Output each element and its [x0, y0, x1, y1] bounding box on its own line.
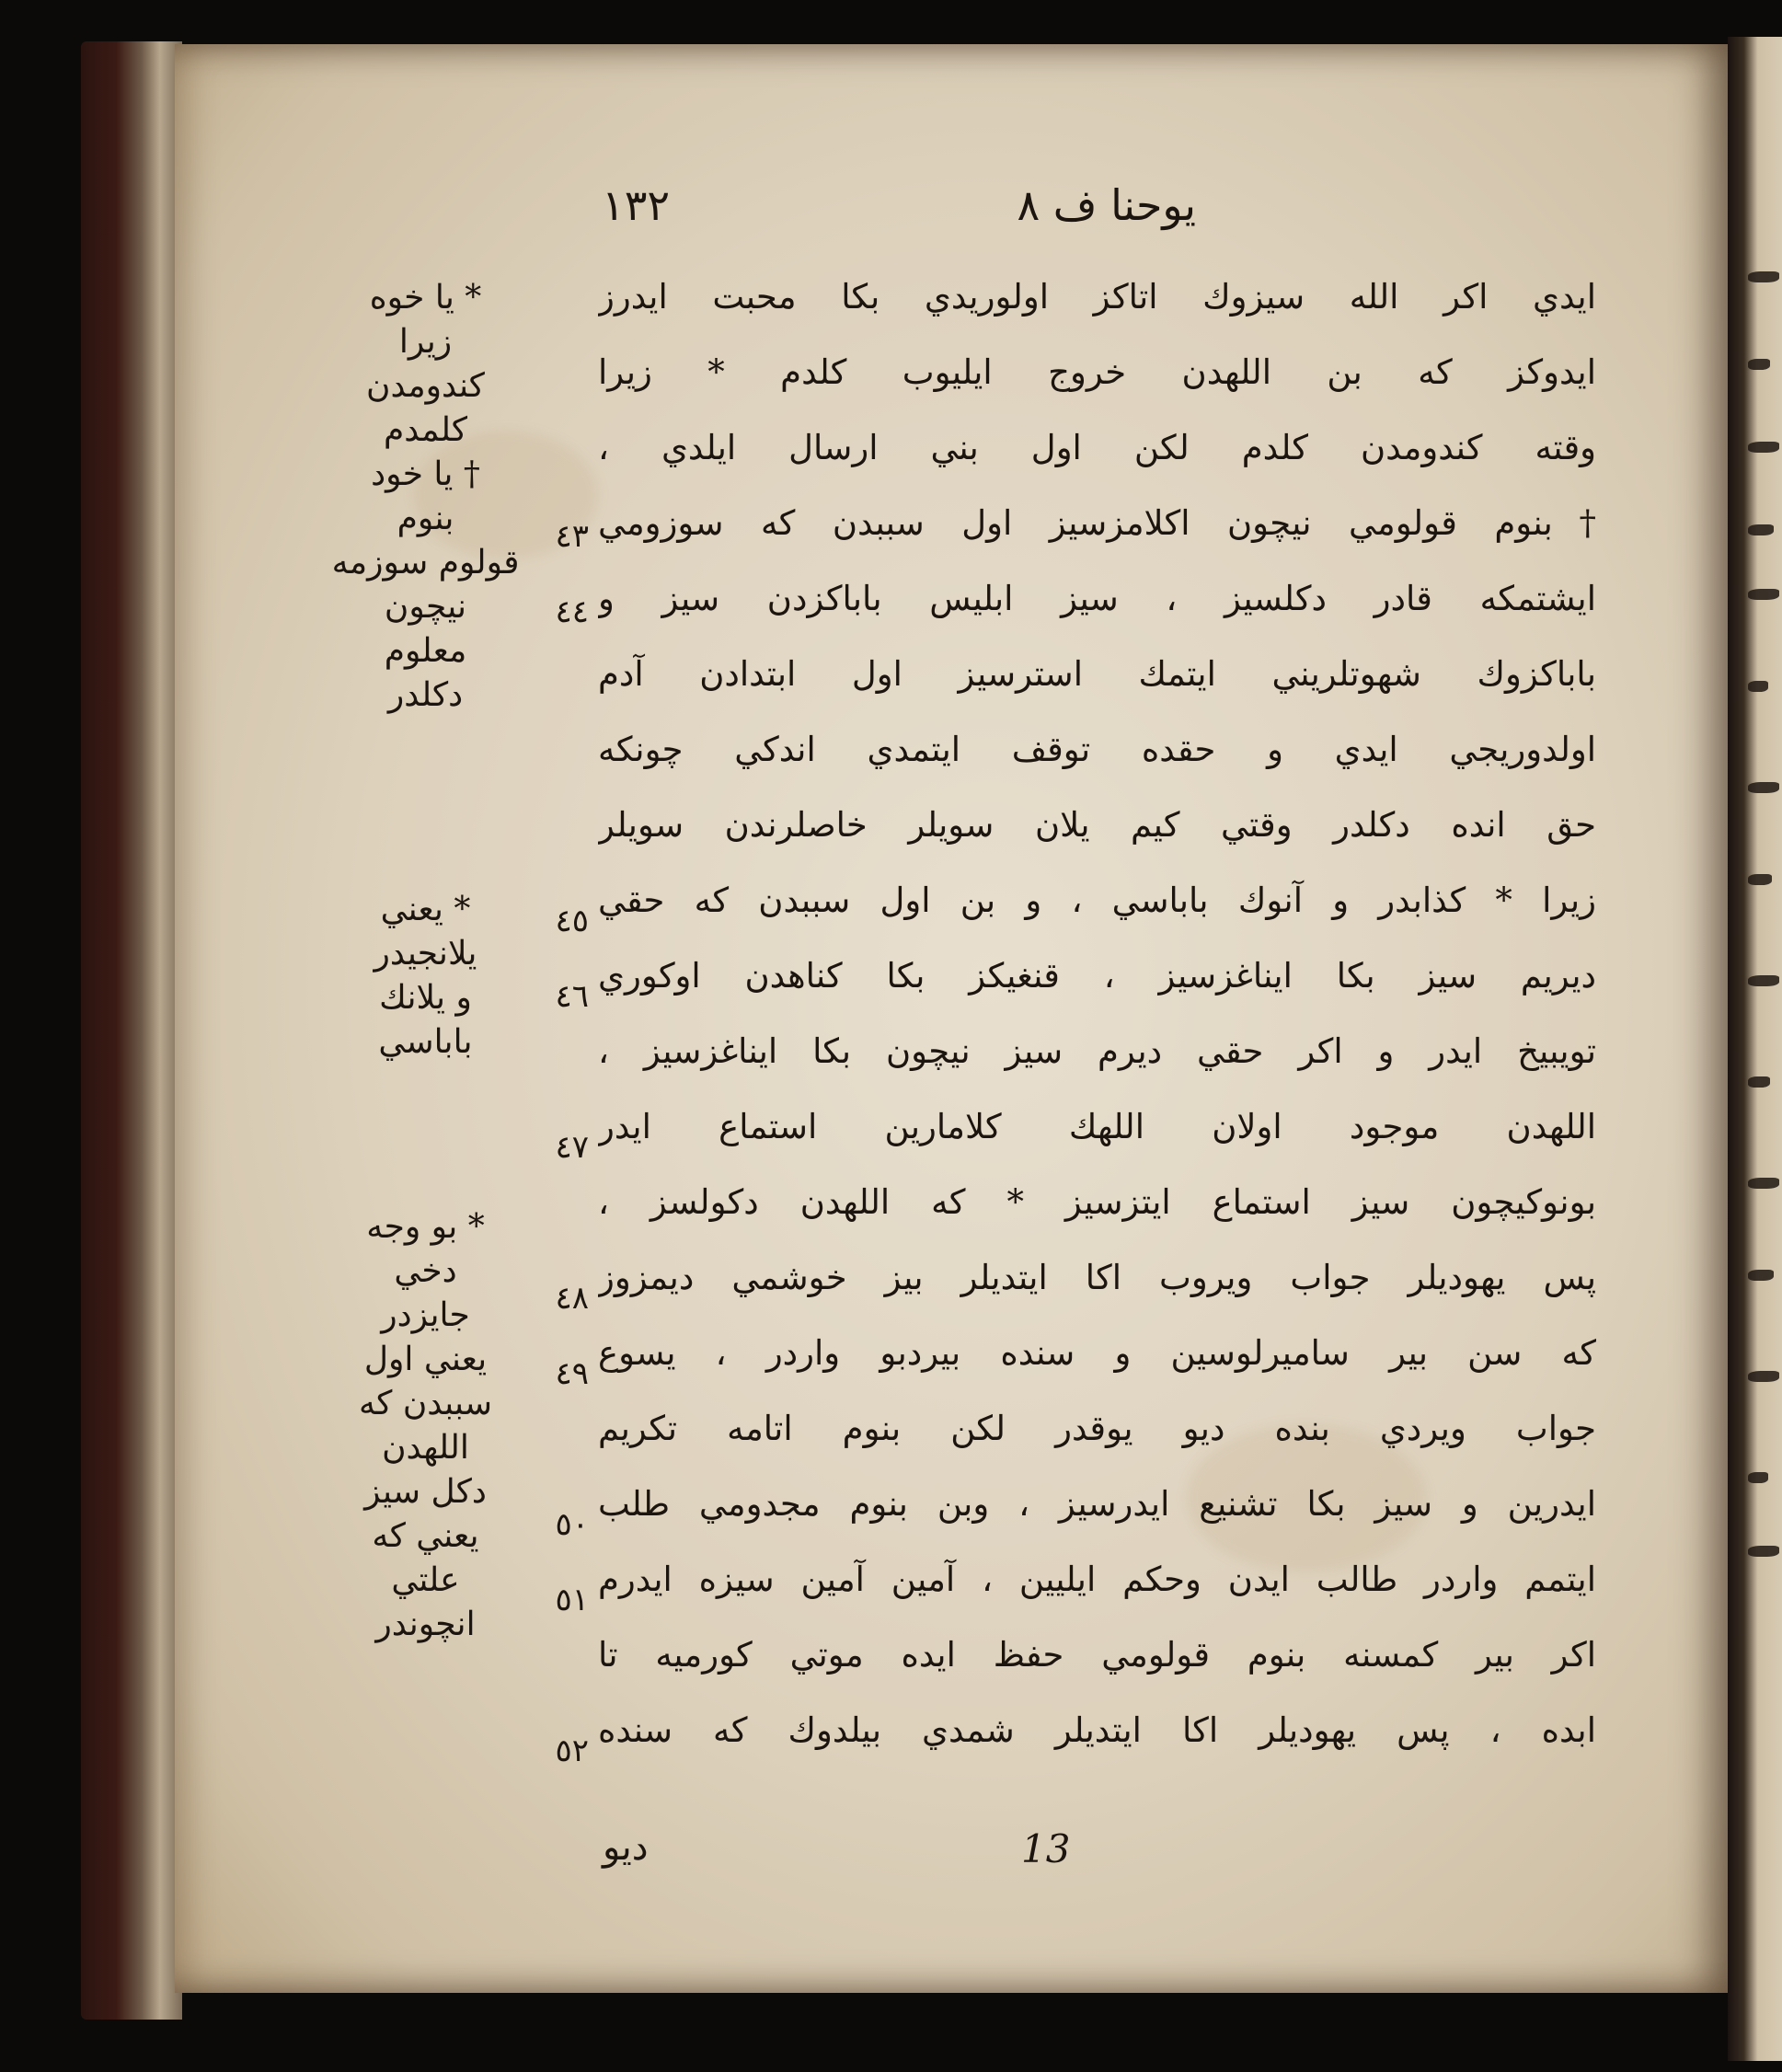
text-line: ايتمم واردر طالب ايدن وحكم ايليين ، آمين آمين سيزه ايدرم [598, 1560, 1596, 1599]
margin-note-line: † يا خود [371, 455, 480, 493]
margin-note-line: اللهدن [382, 1429, 469, 1467]
margin-note-line: و يلانك [379, 979, 472, 1017]
catchword: ديو [603, 1826, 649, 1869]
text-line: ايدرين و سيز بكا تشنيع ايدرسيز ، وبن بنوم مجدومي طلب [598, 1484, 1596, 1524]
verse-number: ٥٠ [555, 1506, 589, 1543]
verse-number: ٤٩ [555, 1355, 589, 1392]
text-line: ايشتمكه قادر دكلسيز ، سيز ابليس باباكزدن سيز و [598, 579, 1596, 618]
margin-note-line: معلوم [384, 632, 467, 670]
verse-number: ٥١ [555, 1582, 589, 1618]
main-text-block [598, 259, 1596, 1768]
margin-note-line: قولوم سوزمه [331, 544, 520, 581]
verse-number: ٤٧ [555, 1129, 589, 1166]
margin-note-line: دخي [394, 1252, 457, 1290]
text-line: باباكزوك شهوتلريني ايتمك استرسيز اول ابتدادن آدم [598, 654, 1596, 694]
margin-note-line: يلانجيدر [374, 935, 477, 973]
margin-note-line: علتي [391, 1561, 460, 1599]
margin-note-line: دكل سيز [364, 1473, 487, 1511]
text-line: جواب ويردي بنده ديو يوقدر لكن بنوم اتامه تكريم [598, 1409, 1596, 1448]
signature-mark: 13 [1021, 1826, 1071, 1871]
margin-note-line: يعني كه [372, 1517, 479, 1555]
margin-note-line: باباسي [378, 1023, 473, 1061]
margin-note-line: * بو وجه [366, 1208, 485, 1246]
text-line: اللهدن موجود اولان اللهك كلامارين استماع ايدر [598, 1107, 1596, 1146]
verse-number: ٤٦ [555, 978, 589, 1015]
margin-note-line: انچوندر [375, 1606, 476, 1643]
verse-number: ٤٣ [555, 518, 589, 555]
text-line: ابده ، پس يهوديلر اكا ايتديلر شمدي بيلدوك كه سنده [598, 1710, 1596, 1750]
margin-note-line: * يعني [380, 891, 471, 928]
margin-note-line: كندومدن [366, 367, 485, 405]
text-line: †بنوم قولومي نيچون اكلامزسيز اول سببدن كه سوزومي [598, 503, 1596, 543]
text-line: كه سن بير ساميرلوسين و سنده بيردبو واردر ، يسوع [598, 1333, 1596, 1373]
verse-number: ٤٨ [555, 1280, 589, 1317]
margin-note-2 [317, 888, 534, 1065]
margin-note-line: * يا خوه [369, 279, 482, 317]
text-line: اكر بير كمسنه بنوم قولومي حفظ ايده موتي كورميه تا [598, 1635, 1596, 1675]
book-edge [81, 41, 182, 2020]
verse-number: ٥٢ [555, 1732, 589, 1769]
adjacent-page-fragment [1728, 37, 1782, 2061]
margin-note-line: نيچون [384, 588, 467, 626]
running-header [589, 173, 1196, 237]
margin-note-line: زيرا [398, 323, 453, 361]
margin-note-line: بنوم [397, 500, 454, 537]
margin-note-line: دكلدر [387, 676, 464, 714]
margin-note-line: كلمدم [383, 411, 468, 449]
header-title: يوحنا ف ٨ [1017, 180, 1196, 230]
text-line: پس يهوديلر جواب ويروب اكا ايتديلر بيز خوشمي ديمزوز [598, 1258, 1596, 1297]
margin-note-line: جايزدر [381, 1296, 470, 1334]
verse-number: ٤٤ [555, 593, 589, 630]
margin-note-line: يعني اول [363, 1341, 488, 1378]
margin-note-1 [317, 276, 534, 718]
margin-note-3 [317, 1205, 534, 1647]
text-line: ديريم سيز بكا ايناغزسيز ، قنغيكز بكا كناهدن اوكوري [598, 956, 1596, 996]
text-line: اولدوريجي ايدي و حقده توقف ايتمدي اندكي چونكه [598, 730, 1596, 769]
verse-number: ٤٥ [555, 903, 589, 939]
margin-note-line: سببدن كه [358, 1385, 493, 1422]
text-line: ايدوكز كه بن اللهدن خروج ايليوب كلدم * زيرا [598, 352, 1596, 392]
page-number: ١٣٢ [602, 180, 671, 230]
text-line: بونوكيچون سيز استماع ايتزسيز * كه اللهدن دكولسز ، [598, 1182, 1596, 1222]
text-line: حق انده دكلدر وقتي كيم يلان سويلر خاصلرندن سويلر [598, 805, 1596, 845]
text-line: ايدي اكر الله سيزوك اتاكز اولوريدي بكا محبت ايدرز [598, 277, 1596, 317]
text-line: تويبيخ ايدر و اكر حقي ديرم سيز نيچون بكا ايناغزسيز ، [598, 1031, 1596, 1071]
text-line: زيرا * كذابدر و آنوك باباسي ، و بن اول سببدن كه حقي [598, 881, 1596, 920]
text-line: وقته كندومدن كلدم لكن اول بني ارسال ايلدي ، [598, 428, 1596, 467]
